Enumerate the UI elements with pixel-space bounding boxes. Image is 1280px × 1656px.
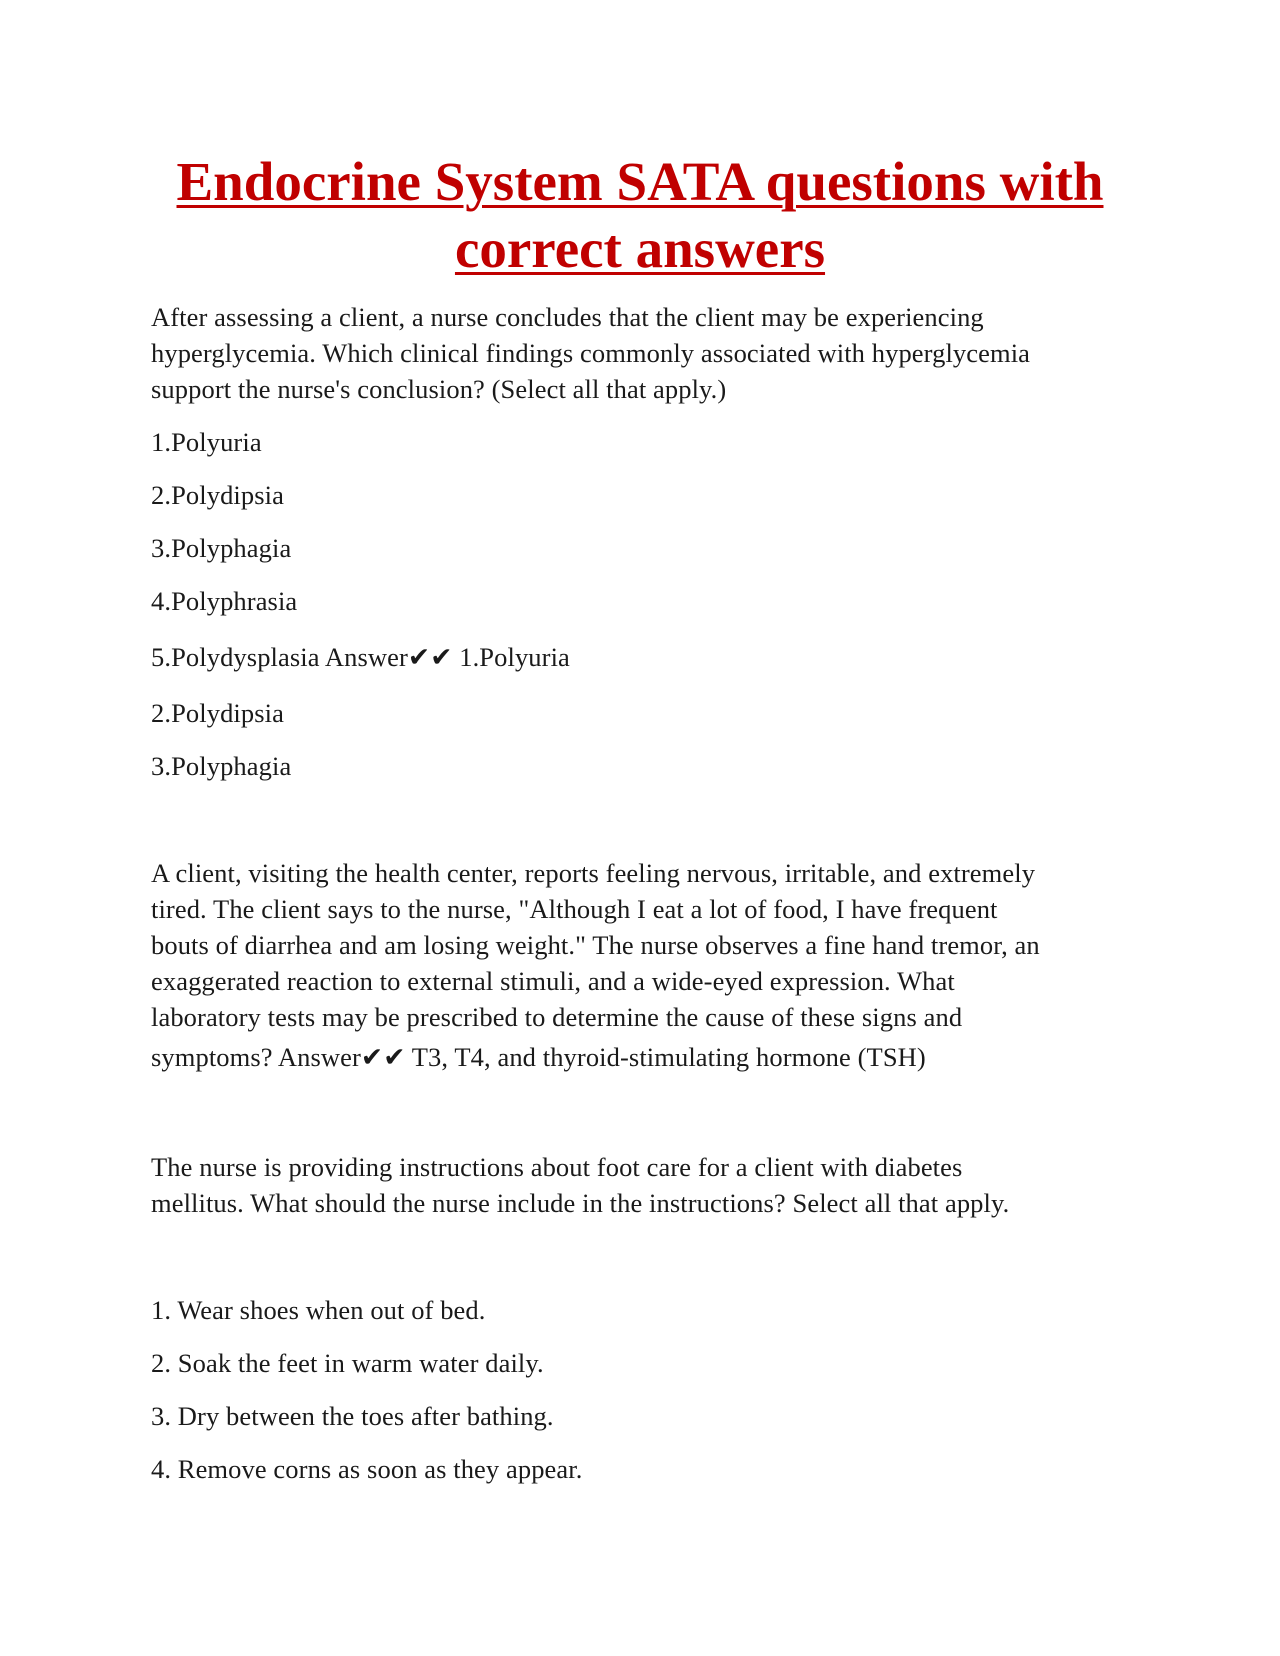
q2-text-line: tired. The client says to the nurse, "Although I eat a lot of food, I have frequent: [151, 894, 998, 924]
q1-option: 4.Polyphrasia: [151, 586, 298, 616]
q2-answer: symptoms? Answer✔✔ T3, T4, and thyroid-stimulating hormone (TSH): [151, 1042, 926, 1072]
q2-text-line: laboratory tests may be prescribed to determine the cause of these signs and: [151, 1002, 963, 1032]
q1-option: 1.Polyuria: [151, 427, 262, 457]
q1-text-line: hyperglycemia. Which clinical findings commonly associated with hyperglycemia: [151, 338, 1031, 368]
q2-text-line: bouts of diarrhea and am losing weight." The nurse observes a fine hand tremor, an: [151, 930, 1040, 960]
q1-text-line: After assessing a client, a nurse concludes that the client may be experiencing: [151, 302, 984, 332]
q1-answer-option: 3.Polyphagia: [151, 751, 292, 781]
document-title: [140, 148, 1140, 282]
title-line-1: Endocrine System SATA questions with: [176, 151, 1104, 212]
q3-option: 4. Remove corns as soon as they appear.: [151, 1454, 583, 1484]
q3-option: 2. Soak the feet in warm water daily.: [151, 1348, 544, 1378]
q1-answer-option: 2.Polydipsia: [151, 698, 284, 728]
q3-option: 1. Wear shoes when out of bed.: [151, 1295, 486, 1325]
q3-option: 3. Dry between the toes after bathing.: [151, 1401, 554, 1431]
q1-answer: 5.Polydysplasia Answer✔✔ 1.Polyuria: [151, 642, 570, 672]
q2-text-line: exaggerated reaction to external stimuli, and a wide-eyed expression. What: [151, 966, 955, 996]
q1-option: 2.Polydipsia: [151, 480, 284, 510]
title-line-2: correct answers: [454, 218, 826, 279]
q3-text-line: The nurse is providing instructions about foot care for a client with diabetes: [151, 1152, 963, 1182]
q1-text-line: support the nurse's conclusion? (Select all that apply.): [151, 374, 727, 404]
q1-option: 3.Polyphagia: [151, 533, 292, 563]
q2-text-line: A client, visiting the health center, reports feeling nervous, irritable, and extremely: [151, 858, 1036, 888]
q3-text-line: mellitus. What should the nurse include in the instructions? Select all that apply.: [151, 1188, 1010, 1218]
